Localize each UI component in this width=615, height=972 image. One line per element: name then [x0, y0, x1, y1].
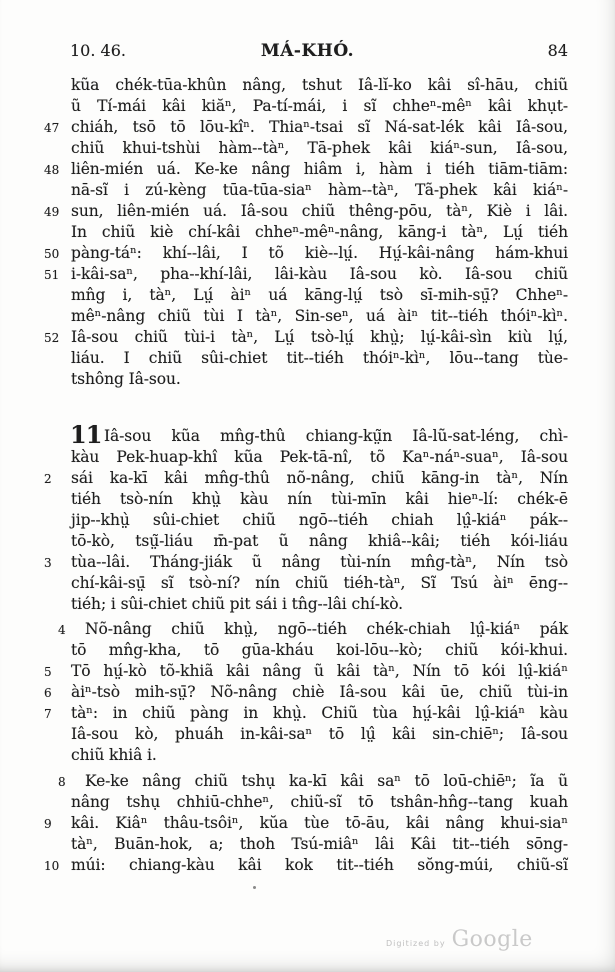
page-heading: MÁ-KHÓ.: [260, 41, 355, 61]
line-text: chí-kâi-sṳ̄ sĩ tsò-ní? nín chiũ tiéh-tàⁿ, Sĩ Tsú àiⁿ ēng--: [71, 574, 568, 592]
verse-number: 6: [44, 686, 52, 700]
text-line: [44, 264, 568, 285]
line-text: chiũ khiâ i.: [71, 746, 157, 764]
text-line: [44, 813, 568, 834]
text-line: [44, 159, 568, 180]
verse-number: 4: [58, 623, 66, 637]
text-line: [58, 619, 568, 640]
line-text: Iâ-sou chiũ tùi-i tàⁿ, Lṳ́ tsò-lṳ́ khṳ̀; lṳ́-kâi-sìn kiù lṳ́,: [71, 328, 568, 346]
text-line: [44, 682, 568, 703]
verse-number: 49: [44, 205, 60, 219]
text-line: [44, 468, 568, 489]
verse-number: 3: [44, 556, 52, 570]
line-text: chiáh, tsō tō lōu-kîⁿ. Thiaⁿ-tsai sĩ Ná-sat-lék kâi Iâ-sou,: [71, 118, 568, 136]
line-text: tùa--lâi. Tháng-jiák ũ nâng tùi-nín mn̂g-tàⁿ, Nín tsò: [71, 553, 568, 571]
chapter-number: 11: [70, 420, 102, 449]
line-text: nâng tshụ chhiū-chheⁿ, chiũ-sĩ tō tshân-hn̂g--tang kuah: [71, 793, 568, 811]
line-text: tàⁿ: in chiũ pàng in khṳ̀. Chiũ tùa hṳ́-kâi lṳ̂-kiáⁿ kàu: [71, 704, 568, 722]
text-line: [71, 510, 568, 531]
line-text: múi: chiang-kàu kâi kok tit--tiéh sŏng-múi, chiũ-sĩ: [71, 856, 568, 874]
line-text: kàu Pek-huap-khî kũa Pek-tā-nî, tõ Kaⁿ-náⁿ-suaⁿ, Iâ-sou: [71, 448, 568, 466]
text-line: [44, 243, 568, 264]
line-text: ũ Tí-mái kâi kiăⁿ, Pa-tí-mái, i sĩ chheⁿ-mêⁿ kâi khụt-: [71, 97, 568, 115]
page-number: 84: [547, 41, 568, 60]
line-text: nā-sĩ i zú-kèng tūa-tūa-siaⁿ hàm--tàⁿ, Tã-phek kâi kiáⁿ-: [71, 181, 568, 199]
line-text: Ke-ke nâng chiũ tshụ ka-kī kâi saⁿ tō loū-chiēⁿ; ĩa ũ: [85, 772, 568, 790]
paragraph: [44, 420, 568, 615]
text-line: [71, 489, 568, 510]
google-logo: Google: [451, 927, 533, 952]
paragraph: [44, 75, 568, 390]
paragraph: [44, 619, 568, 766]
text-line: [58, 771, 568, 792]
text-line: [44, 855, 568, 876]
text-line: [71, 222, 568, 243]
text-line: [71, 348, 568, 369]
line-text: kũa chék-tūa-khûn nâng, tshut Iâ-lĭ-ko kâi sî-hāu, chiũ: [71, 76, 568, 94]
verse-number: 7: [44, 707, 52, 721]
text-line: [71, 180, 568, 201]
text-line: [44, 201, 568, 222]
line-text: mêⁿ-nâng chiũ tùi I tàⁿ, Sin-seⁿ, uá àiⁿ tit--tiéh thóiⁿ-kìⁿ.: [71, 307, 568, 325]
line-text: àiⁿ-tsò mih-sṳ̄? Nõ-nâng chiè Iâ-sou kâi ūe, chiũ tùi-in: [71, 683, 568, 701]
verse-number: 10: [44, 859, 60, 873]
text-line: [71, 531, 568, 552]
page-header: [0, 41, 615, 63]
text-line: [71, 369, 568, 390]
line-text: tiéh tsò-nín khṳ̀ kàu nín tùi-mīn kâi hieⁿ-lí: chék-ē: [71, 490, 568, 508]
text-line: [71, 834, 568, 855]
line-text: tō mn̂g-kha, tō gūa-kháu koi-lōu--kò; chiũ kói-khui.: [71, 641, 568, 659]
line-text: liáu. I chiũ sûi-chiet tit--tiéh thóiⁿ-kìⁿ, lōu--tang tùe-: [71, 349, 568, 367]
line-text: Tō hṳ́-kò tõ-khiã kâi nâng ũ kâi tàⁿ, Nín tō kói lṳ̂-kiáⁿ: [71, 662, 568, 680]
line-text: jip--khṳ̀ sûi-chiet chiũ ngō--tiéh chiah lṳ̂-kiáⁿ pák--: [71, 511, 568, 529]
watermark: [386, 927, 533, 952]
verse-number: 52: [44, 331, 60, 345]
line-text: mn̂g i, tàⁿ, Lṳ́ àiⁿ uá kāng-lṳ́ tsò sī-mih-sṳ̄? Chheⁿ-: [71, 286, 568, 304]
line-text: Iâ-sou kũa mn̂g-thû chiang-kṳ̃n Iâ-lũ-sat-léng, chì-: [104, 427, 568, 445]
line-text: tō-kò, tsṳ̃-liáu m̄-pat ũ nâng khiâ--kâi; tiéh kói-liáu: [71, 532, 568, 550]
verse-number: 9: [44, 817, 52, 831]
text-line: [71, 75, 568, 96]
line-text: tiéh; i sûi-chiet chiũ pit sái i tn̂g--lâi chí-kò.: [71, 595, 404, 613]
text-line: [71, 138, 568, 159]
verse-number: 2: [44, 472, 52, 486]
verse-number: 5: [44, 665, 52, 679]
text-line: [44, 703, 568, 724]
line-text: kâi. Kiâⁿ thâu-tsôiⁿ, kŭa tùe tō-āu, kâi nâng khui-siaⁿ: [71, 814, 568, 832]
text-line: [71, 96, 568, 117]
text-line: [44, 661, 568, 682]
line-text: Iâ-sou kò, phuáh in-kâi-saⁿ tō lṳ̂ kâi sin-chiēⁿ; Iâ-sou: [71, 725, 568, 743]
verse-number: 47: [44, 121, 60, 135]
text-line: [44, 117, 568, 138]
text-line: [44, 327, 568, 348]
line-text: chiũ khui-tshùi hàm--tàⁿ, Tā-phek kâi kiáⁿ-sun, Iâ-sou,: [71, 139, 568, 157]
line-text: tshông Iâ-sou.: [71, 370, 181, 388]
text-line: [44, 552, 568, 573]
watermark-label: Digitized by: [386, 939, 446, 948]
verse-number: 48: [44, 163, 60, 177]
line-text: Nõ-nâng chiũ khṳ̀, ngō--tiéh chék-chiah lṳ̂-kiáⁿ pák: [85, 620, 568, 638]
verse-number: 50: [44, 247, 60, 261]
text-line: [71, 573, 568, 594]
text-line: [71, 724, 568, 745]
text-line: [71, 792, 568, 813]
chapter-verse-ref: 10. 46.: [70, 41, 126, 60]
text-line: [71, 594, 568, 615]
ink-speck: [253, 886, 256, 889]
line-text: tàⁿ, Buān-hok, a; thoh Tsú-miâⁿ lâi Kâi tit--tiéh sōng-: [71, 835, 568, 853]
line-text: sái ka-kī kâi mn̂g-thû nõ-nâng, chiũ kāng-in tàⁿ, Nín: [71, 469, 568, 487]
verse-number: 51: [44, 268, 60, 282]
line-text: In chiũ kiè chí-kâi chheⁿ-mêⁿ-nâng, kāng-i tàⁿ, Lṳ́ tiéh: [71, 223, 568, 241]
text-line: [71, 306, 568, 327]
text-line: [70, 420, 568, 449]
text-line: [71, 285, 568, 306]
paragraph: [44, 771, 568, 876]
line-text: sun, liên-mién uá. Iâ-sou chiũ thêng-pōu, tàⁿ, Kiè i lâi.: [71, 202, 568, 220]
text-line: [71, 640, 568, 661]
line-text: liên-mién uá. Ke-ke nâng hiâm i, hàm i tiéh tiām-tiām:: [71, 160, 568, 178]
text-line: [71, 745, 568, 766]
line-text: pàng-táⁿ: khí--lâi, I tõ kiè--lṳ́. Hṳ́-kâi-nâng hám-khui: [71, 244, 568, 262]
text-line: [71, 447, 568, 468]
line-text: i-kâi-saⁿ, pha--khí-lâi, lâi-kàu Iâ-sou kò. Iâ-sou chiũ: [71, 265, 568, 283]
scripture-text: [0, 75, 615, 876]
verse-number: 8: [58, 775, 66, 789]
